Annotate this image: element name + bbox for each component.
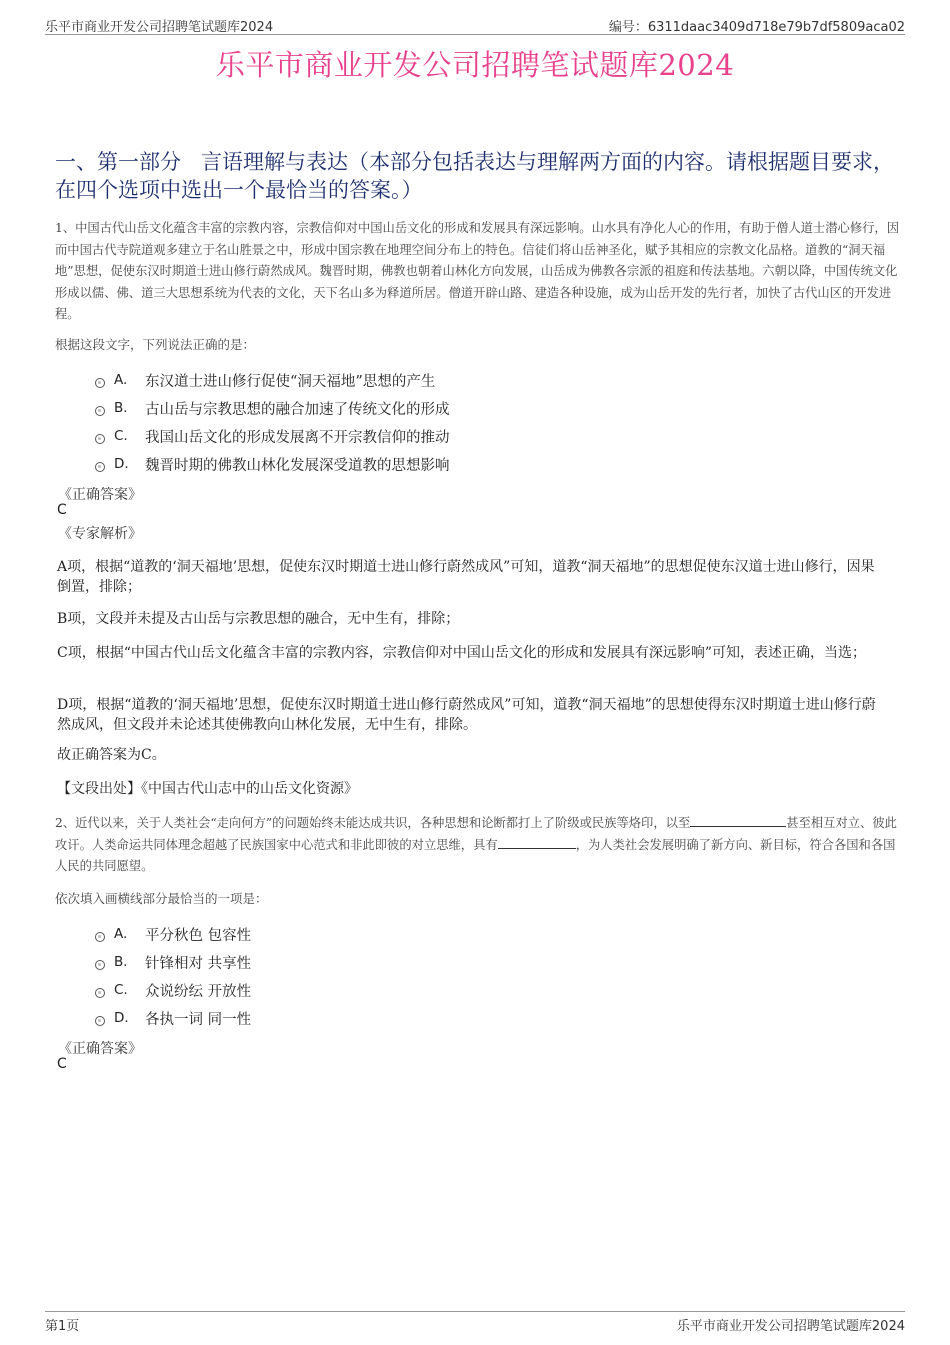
- radio-icon[interactable]: [95, 988, 105, 998]
- footer-title: 乐平市商业开发公司招聘笔试题库2024: [676, 1319, 905, 1334]
- radio-icon[interactable]: [95, 1016, 105, 1026]
- option-letter: B.: [114, 400, 128, 416]
- option-letter: A.: [114, 372, 128, 388]
- q2-option-d[interactable]: [95, 1004, 875, 1032]
- section-prefix: 一、第一部分: [55, 150, 181, 174]
- page-footer: [45, 1311, 905, 1334]
- fill-blank-1: [690, 814, 786, 827]
- q2-passage: [55, 813, 900, 878]
- option-text: 古山岳与宗教思想的融合加速了传统文化的形成: [145, 401, 450, 418]
- option-text: 魏晋时期的佛教山林化发展深受道教的思想影响: [145, 457, 450, 474]
- q1-source: 【文段出处】《中国古代山志中的山岳文化资源》: [57, 781, 358, 797]
- option-text: 针锋相对 共享性: [145, 955, 252, 972]
- q1-prompt: 根据这段文字，下列说法正确的是：: [55, 337, 256, 352]
- option-text: 众说纷纭 开放性: [145, 983, 252, 1000]
- q2-answer: C: [57, 1056, 67, 1072]
- q2-passage-part3: ，为人类社会发展明确了新方向、新目标，符合各国和各国人民的共同愿望。: [55, 837, 896, 873]
- q2-passage-part2: 甚至相互对立、彼此攻讦。人类命运共同体理念超越了民族国家中心范式和非此即彼的对立思维，具有: [55, 816, 897, 852]
- q1-options: [95, 366, 875, 478]
- option-letter: D.: [114, 456, 129, 472]
- option-letter: B.: [114, 954, 128, 970]
- q1-option-d[interactable]: [95, 450, 875, 478]
- page-title: 乐平市商业开发公司招聘笔试题库2024: [215, 48, 735, 82]
- radio-icon[interactable]: [95, 378, 105, 388]
- q2-option-a[interactable]: [95, 920, 875, 948]
- q1-conclusion: 故正确答案为C。: [57, 747, 166, 763]
- q1-analysis-label: 《专家解析》: [58, 526, 142, 542]
- q1-answer: C: [57, 502, 67, 518]
- q1-analysis-b: B项，文段并未提及古山岳与宗教思想的融合，无中生有，排除；: [57, 611, 460, 627]
- q1-analysis-d: D项，根据“道教的‘洞天福地’思想，促使东汉时期道士进山修行蔚然成风”可知，道教“洞天福地”的思想使得东汉时期道士进山修行蔚然成风，但文段并未论述其使佛教向山林化发展，无中生有，排除。: [57, 697, 876, 733]
- page-header: [45, 14, 905, 35]
- option-letter: D.: [114, 1010, 129, 1026]
- q1-analysis-a: A项，根据“道教的‘洞天福地’思想，促使东汉时期道士进山修行蔚然成风”可知，道教“洞天福地”的思想促使东汉道士进山修行，因果倒置，排除；: [57, 559, 875, 595]
- radio-icon[interactable]: [95, 960, 105, 970]
- q2-prompt: 依次填入画横线部分最恰当的一项是：: [55, 891, 268, 906]
- radio-icon[interactable]: [95, 434, 105, 444]
- radio-icon[interactable]: [95, 932, 105, 942]
- option-text: 平分秋色 包容性: [145, 927, 252, 944]
- header-left: 乐平市商业开发公司招聘笔试题库2024: [45, 20, 274, 35]
- page-number: 第1页: [45, 1319, 80, 1334]
- header-doc-id: 编号：6311daac3409d718e79b7df5809aca02: [608, 20, 905, 35]
- option-text: 各执一词 同一性: [145, 1011, 252, 1028]
- option-text: 东汉道士进山修行促使“洞天福地”思想的产生: [145, 373, 436, 390]
- option-letter: C.: [114, 428, 128, 444]
- q2-answer-label: 《正确答案》: [58, 1041, 142, 1057]
- option-text: 我国山岳文化的形成发展离不开宗教信仰的推动: [145, 429, 450, 446]
- q1-option-a[interactable]: [95, 366, 875, 394]
- q1-option-c[interactable]: [95, 422, 875, 450]
- radio-icon[interactable]: [95, 462, 105, 472]
- q1-option-b[interactable]: [95, 394, 875, 422]
- radio-icon[interactable]: [95, 406, 105, 416]
- fill-blank-2: [498, 836, 576, 849]
- q2-option-c[interactable]: [95, 976, 875, 1004]
- option-letter: A.: [114, 926, 128, 942]
- q2-option-b[interactable]: [95, 948, 875, 976]
- section-text: 言语理解与表达（本部分包括表达与理解两方面的内容。请根据题目要求，在四个选项中选出一个最恰当的答案。）: [55, 150, 894, 202]
- q1-passage: 1、中国古代山岳文化蕴含丰富的宗教内容，宗教信仰对中国山岳文化的形成和发展具有深远影响。山水具有净化人心的作用，有助于僧人道士潜心修行，因而中国古代寺院道观多建立于名山胜景之中，形成中国宗教在地理空间分布上的特色。信徒们将山岳神圣化，赋予其相应的宗教文化品格。道教的“洞天福地”思想，促使东汉时期道士进山修行蔚然成风。魏晋时期，佛教也朝着山林化方向发展，山岳成为佛教各宗派的祖庭和传法基地。六朝以降，中国传统文化形成以儒、佛、道三大思想系统为代表的文化，天下名山多为释道所居。僧道开辟山路、建造各种设施，成为山岳开发的先行者，加快了古代山区的开发进程。: [55, 221, 900, 321]
- q1-answer-label: 《正确答案》: [58, 487, 142, 503]
- option-letter: C.: [114, 982, 128, 998]
- q2-passage-part1: 2、近代以来，关于人类社会“走向何方”的问题始终未能达成共识，各种思想和论断都打上了阶级或民族等烙印，以至: [55, 816, 691, 830]
- section-heading: [55, 148, 895, 204]
- q1-analysis-c: C项，根据“中国古代山岳文化蕴含丰富的宗教内容，宗教信仰对中国山岳文化的形成和发展具有深远影响”可知，表述正确，当选；: [57, 645, 867, 661]
- q2-options: [95, 920, 875, 1032]
